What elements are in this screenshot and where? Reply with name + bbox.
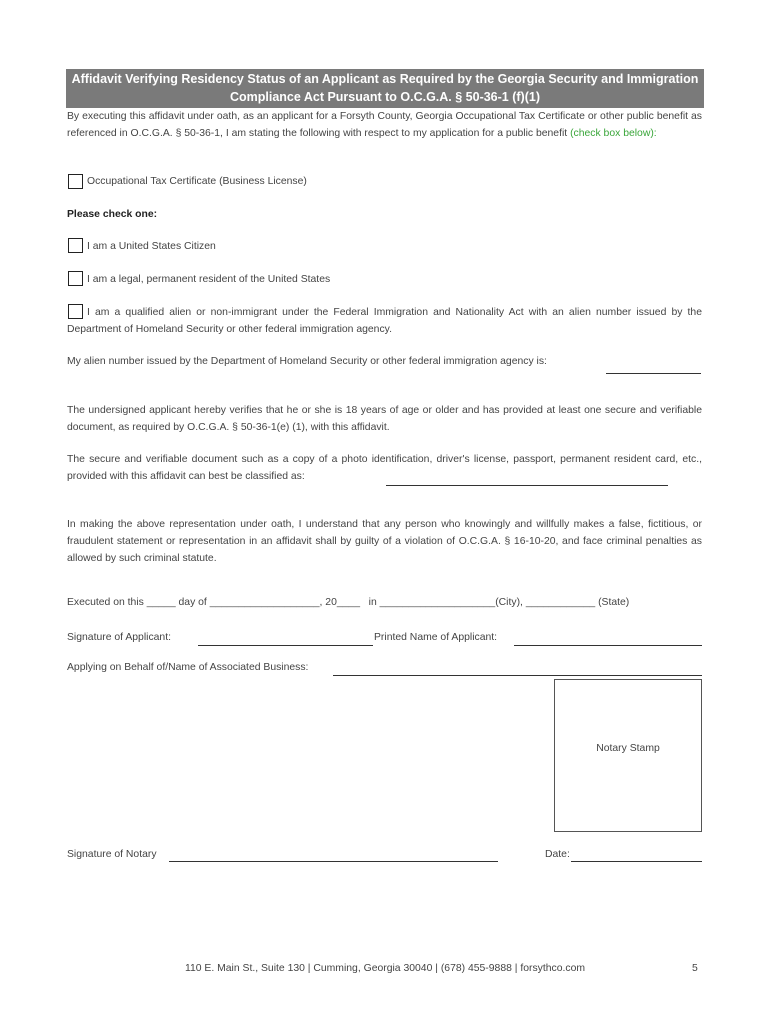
applicant-signature-label: Signature of Applicant: — [67, 632, 171, 643]
executed-line: Executed on this _____ day of ___________________, 20____ in ____________________(City), ____________ (State) — [67, 597, 630, 608]
executed-month-field[interactable]: ___________________, — [209, 597, 323, 608]
executed-year-field[interactable]: ____ — [336, 597, 360, 608]
alien-number-field[interactable] — [606, 373, 701, 374]
footer-address: 110 E. Main St., Suite 130 | Cumming, Georgia 30040 | (678) 455-9888 | forsythco.com — [184, 963, 586, 974]
us-citizen-checkbox[interactable] — [68, 238, 83, 253]
intro-note: (check box below): — [570, 128, 657, 139]
oath-statement: In making the above representation under oath, I understand that any person who knowingly and willfully makes a false, fictitious, or fraudulent statement or representation in an affidavit shall by guilty of a violation of O.C.G.A. § 16-10-20, and face criminal penalties as allowed by such criminal statute. — [67, 519, 702, 564]
permanent-resident-checkbox[interactable] — [68, 271, 83, 286]
intro-paragraph — [67, 108, 702, 142]
alien-number-label: My alien number issued by the Department of Homeland Security or other federal immigration agency is: — [67, 356, 547, 367]
business-name-label: Applying on Behalf of/Name of Associated Business: — [67, 662, 309, 673]
occupational-tax-label: Occupational Tax Certificate (Business License) — [87, 176, 307, 187]
document-type-field[interactable] — [386, 485, 668, 486]
business-name-field[interactable] — [333, 675, 702, 676]
executed-day-field[interactable]: _____ — [146, 597, 176, 608]
verification-paragraph: The undersigned applicant hereby verifies that he or she is 18 years of age or older and has provided at least one secure and verifiable document, as required by O.C.G.A. § 50-36-1(e) (1), with this affidavit. — [67, 405, 702, 433]
qualified-alien-label: I am a qualified alien or non-immigrant under the Federal Immigration and Nationality Act with an alien number issued by the Department of Homeland Security or other federal immigration agency. — [67, 307, 702, 335]
executed-city-field[interactable]: ____________________ — [379, 597, 496, 608]
printed-name-field[interactable] — [514, 645, 702, 646]
printed-name-label: Printed Name of Applicant: — [374, 632, 498, 643]
notary-signature-field[interactable] — [169, 861, 498, 862]
occupational-tax-checkbox[interactable] — [68, 174, 83, 189]
check-one-heading: Please check one: — [67, 209, 158, 220]
notary-date-field[interactable] — [571, 861, 702, 862]
document-type-label: The secure and verifiable document such as a copy of a photo identification, driver's license, passport, permanent resident card, etc., provided with this affidavit can best be classified as: — [67, 454, 702, 482]
notary-date-label: Date: — [545, 849, 570, 860]
page-number: 5 — [692, 963, 698, 974]
notary-stamp-box — [554, 679, 702, 832]
notary-signature-label: Signature of Notary — [67, 849, 157, 860]
form-title — [66, 69, 704, 108]
form-title-line-2: Compliance Act Pursuant to O.C.G.A. § 50-36-1 (f)(1) — [229, 90, 540, 104]
notary-stamp-label: Notary Stamp — [596, 743, 660, 754]
permanent-resident-label: I am a legal, permanent resident of the United States — [87, 274, 331, 285]
executed-state-field[interactable]: ____________ — [525, 597, 596, 608]
applicant-signature-field[interactable] — [198, 645, 373, 646]
form-title-line-1: Affidavit Verifying Residency Status of an Applicant as Required by the Georgia Security and Immigration — [71, 72, 699, 86]
us-citizen-label: I am a United States Citizen — [87, 241, 216, 252]
intro-text: By executing this affidavit under oath, as an applicant for a Forsyth County, Georgia Occupational Tax Certificate or other public benefit as referenced in O.C.G.A. § 50-36-1, I am stating the following with respect to my application for a public benefit — [67, 111, 702, 139]
